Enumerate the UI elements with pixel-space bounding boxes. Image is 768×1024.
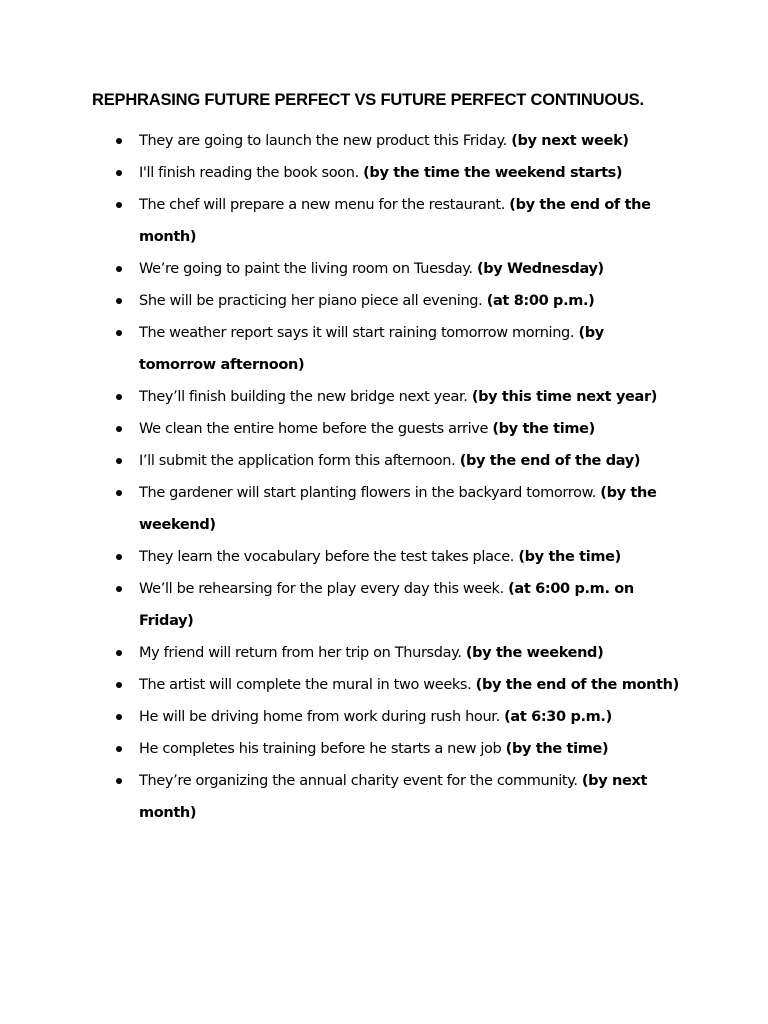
time-cue: (by the end of the day)	[459, 453, 641, 469]
bullet-icon	[116, 554, 122, 560]
time-cue: (by the end of the month)	[139, 197, 651, 245]
bullet-icon	[116, 490, 122, 496]
sentence-text: She will be practicing her piano piece all evening.	[139, 293, 483, 309]
list-item	[0, 253, 768, 285]
list-item	[0, 157, 768, 189]
sentence-text: The chef will prepare a new menu for the restaurant.	[139, 197, 506, 213]
sentence-text: The artist will complete the mural in two weeks.	[139, 677, 472, 693]
bullet-icon	[116, 650, 122, 656]
sentence-text: He completes his training before he starts a new job	[139, 741, 502, 757]
list-item	[0, 733, 768, 765]
time-cue: (by next week)	[511, 133, 629, 149]
bullet-icon	[116, 138, 122, 144]
page-title: REPHRASING FUTURE PERFECT VS FUTURE PERFECT CONTINUOUS.	[92, 91, 644, 109]
time-cue: (by the weekend)	[139, 485, 657, 533]
list-item	[0, 125, 768, 157]
list-item	[0, 189, 768, 253]
list-item	[0, 317, 768, 381]
bullet-icon	[116, 170, 122, 176]
list-item	[0, 765, 768, 829]
bullet-icon	[116, 330, 122, 336]
time-cue: (by the time)	[505, 741, 609, 757]
bullet-icon	[116, 714, 122, 720]
time-cue: (by tomorrow afternoon)	[139, 325, 604, 373]
time-cue: (by the end of the month)	[475, 677, 679, 693]
sentence-text: I'll finish reading the book soon.	[139, 165, 359, 181]
sentence-text: They learn the vocabulary before the test takes place.	[139, 549, 515, 565]
sentence-text: I’ll submit the application form this afternoon.	[139, 453, 456, 469]
sentence-text: He will be driving home from work during rush hour.	[139, 709, 500, 725]
sentence-text: We’ll be rehearsing for the play every day this week.	[139, 581, 504, 597]
time-cue: (by next month)	[139, 773, 648, 821]
list-item	[0, 669, 768, 701]
sentence-text: The weather report says it will start raining tomorrow morning.	[139, 325, 575, 341]
sentence-text: We clean the entire home before the guests arrive	[139, 421, 489, 437]
bullet-icon	[116, 458, 122, 464]
bullet-icon	[116, 266, 122, 272]
list-item	[0, 541, 768, 573]
time-cue: (by this time next year)	[471, 389, 658, 405]
list-item	[0, 381, 768, 413]
time-cue: (by the time)	[518, 549, 621, 565]
sentence-text: They are going to launch the new product this Friday.	[139, 133, 507, 149]
list-item	[0, 445, 768, 477]
time-cue: (by the time)	[492, 421, 595, 437]
sentence-text: They’re organizing the annual charity event for the community.	[139, 773, 578, 789]
time-cue: (by Wednesday)	[476, 261, 604, 277]
list-item	[0, 413, 768, 445]
list-item	[0, 701, 768, 733]
sentence-text: The gardener will start planting flowers in the backyard tomorrow.	[139, 485, 597, 501]
time-cue: (at 8:00 p.m.)	[486, 293, 595, 309]
bullet-icon	[116, 202, 122, 208]
bullet-icon	[116, 586, 122, 592]
bullet-icon	[116, 426, 122, 432]
exercise-list	[0, 125, 768, 829]
sentence-text: We’re going to paint the living room on Tuesday.	[139, 261, 473, 277]
bullet-icon	[116, 394, 122, 400]
bullet-icon	[116, 298, 122, 304]
list-item	[0, 573, 768, 637]
bullet-icon	[116, 746, 122, 752]
time-cue: (at 6:00 p.m. on Friday)	[139, 581, 634, 629]
sentence-text: My friend will return from her trip on Thursday.	[139, 645, 462, 661]
bullet-icon	[116, 778, 122, 784]
list-item	[0, 285, 768, 317]
sentence-text: They’ll finish building the new bridge next year.	[139, 389, 468, 405]
time-cue: (at 6:30 p.m.)	[504, 709, 612, 725]
time-cue: (by the weekend)	[465, 645, 604, 661]
bullet-icon	[116, 682, 122, 688]
time-cue: (by the time the weekend starts)	[363, 165, 623, 181]
list-item	[0, 477, 768, 541]
list-item	[0, 637, 768, 669]
